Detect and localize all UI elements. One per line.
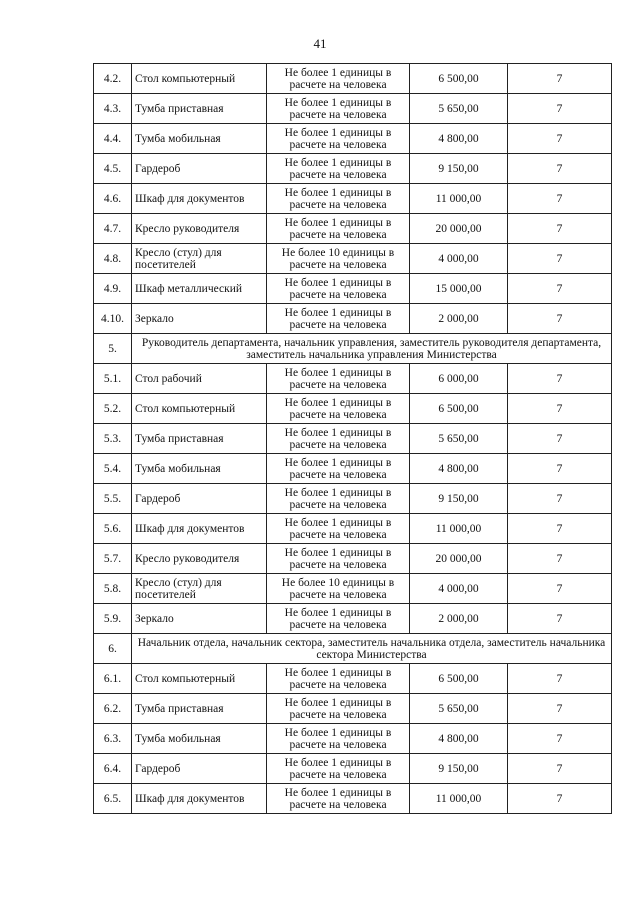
row-number-cell: 4.6. [94,184,132,214]
item-name-cell: Стол компьютерный [132,664,267,694]
table-row [94,364,612,394]
item-name-cell: Стол компьютерный [132,394,267,424]
price-cell: 4 800,00 [410,724,508,754]
item-name-cell: Шкаф для документов [132,514,267,544]
item-name-cell: Стол компьютерный [132,64,267,94]
row-number-cell: 6. [94,634,132,664]
row-number-cell: 4.5. [94,154,132,184]
service-life-cell: 7 [508,274,612,304]
item-name-cell: Кресло руководителя [132,544,267,574]
row-number-cell: 4.10. [94,304,132,334]
row-number-cell: 4.2. [94,64,132,94]
row-number-cell: 6.3. [94,724,132,754]
table-row [94,274,612,304]
table-row [94,214,612,244]
service-life-cell: 7 [508,514,612,544]
item-name-cell: Тумба приставная [132,694,267,724]
row-number-cell: 5.3. [94,424,132,454]
price-cell: 15 000,00 [410,274,508,304]
price-cell: 4 800,00 [410,124,508,154]
item-name-cell: Зеркало [132,604,267,634]
price-cell: 9 150,00 [410,484,508,514]
row-number-cell: 6.1. [94,664,132,694]
service-life-cell: 7 [508,244,612,274]
row-number-cell: 4.9. [94,274,132,304]
row-number-cell: 4.8. [94,244,132,274]
service-life-cell: 7 [508,544,612,574]
quantity-norm-cell: Не более 1 единицы в расчете на человека [267,694,410,724]
section-row [94,634,612,664]
section-title-cell: Начальник отдела, начальник сектора, заместитель начальника отдела, заместитель начальника сектора Министерства [132,634,612,664]
item-name-cell: Кресло (стул) для посетителей [132,574,267,604]
section-title-cell: Руководитель департамента, начальник управления, заместитель руководителя департамента, заместитель начальника управления Министерства [132,334,612,364]
row-number-cell: 6.5. [94,784,132,814]
row-number-cell: 5.7. [94,544,132,574]
table-row [94,154,612,184]
service-life-cell: 7 [508,394,612,424]
price-cell: 11 000,00 [410,784,508,814]
table-row [94,694,612,724]
table-row [94,124,612,154]
row-number-cell: 4.7. [94,214,132,244]
price-cell: 11 000,00 [410,184,508,214]
item-name-cell: Зеркало [132,304,267,334]
service-life-cell: 7 [508,604,612,634]
table-row [94,94,612,124]
price-cell: 9 150,00 [410,154,508,184]
page-number: 41 [313,36,327,51]
item-name-cell: Кресло руководителя [132,214,267,244]
table-row [94,604,612,634]
table-row [94,724,612,754]
row-number-cell: 6.4. [94,754,132,784]
item-name-cell: Тумба приставная [132,424,267,454]
price-cell: 4 000,00 [410,244,508,274]
price-cell: 2 000,00 [410,604,508,634]
item-name-cell: Стол рабочий [132,364,267,394]
price-cell: 20 000,00 [410,214,508,244]
price-cell: 9 150,00 [410,754,508,784]
price-cell: 6 500,00 [410,394,508,424]
price-cell: 5 650,00 [410,94,508,124]
quantity-norm-cell: Не более 1 единицы в расчете на человека [267,184,410,214]
table-row [94,664,612,694]
item-name-cell: Тумба мобильная [132,454,267,484]
service-life-cell: 7 [508,424,612,454]
table-row [94,574,612,604]
service-life-cell: 7 [508,64,612,94]
table-body [94,64,612,814]
price-cell: 5 650,00 [410,424,508,454]
table-row [94,424,612,454]
table-row [94,184,612,214]
section-row [94,334,612,364]
table-row [94,754,612,784]
service-life-cell: 7 [508,124,612,154]
table-row [94,304,612,334]
quantity-norm-cell: Не более 1 единицы в расчете на человека [267,784,410,814]
quantity-norm-cell: Не более 1 единицы в расчете на человека [267,304,410,334]
quantity-norm-cell: Не более 1 единицы в расчете на человека [267,724,410,754]
quantity-norm-cell: Не более 1 единицы в расчете на человека [267,154,410,184]
row-number-cell: 5.1. [94,364,132,394]
furniture-norms-table [93,63,612,814]
table-row [94,514,612,544]
row-number-cell: 4.4. [94,124,132,154]
table-row [94,394,612,424]
price-cell: 2 000,00 [410,304,508,334]
quantity-norm-cell: Не более 1 единицы в расчете на человека [267,124,410,154]
item-name-cell: Тумба приставная [132,94,267,124]
service-life-cell: 7 [508,364,612,394]
service-life-cell: 7 [508,574,612,604]
quantity-norm-cell: Не более 10 единицы в расчете на человека [267,574,410,604]
item-name-cell: Тумба мобильная [132,124,267,154]
price-cell: 6 000,00 [410,364,508,394]
quantity-norm-cell: Не более 1 единицы в расчете на человека [267,274,410,304]
row-number-cell: 5.2. [94,394,132,424]
row-number-cell: 4.3. [94,94,132,124]
service-life-cell: 7 [508,784,612,814]
service-life-cell: 7 [508,304,612,334]
quantity-norm-cell: Не более 1 единицы в расчете на человека [267,604,410,634]
item-name-cell: Гардероб [132,484,267,514]
service-life-cell: 7 [508,754,612,784]
service-life-cell: 7 [508,94,612,124]
service-life-cell: 7 [508,694,612,724]
price-cell: 11 000,00 [410,514,508,544]
price-cell: 6 500,00 [410,64,508,94]
service-life-cell: 7 [508,484,612,514]
table-row [94,64,612,94]
service-life-cell: 7 [508,214,612,244]
table-row [94,244,612,274]
quantity-norm-cell: Не более 1 единицы в расчете на человека [267,664,410,694]
row-number-cell: 5.8. [94,574,132,604]
service-life-cell: 7 [508,664,612,694]
row-number-cell: 5.9. [94,604,132,634]
quantity-norm-cell: Не более 1 единицы в расчете на человека [267,454,410,484]
quantity-norm-cell: Не более 1 единицы в расчете на человека [267,94,410,124]
item-name-cell: Тумба мобильная [132,724,267,754]
row-number-cell: 5.4. [94,454,132,484]
row-number-cell: 5.5. [94,484,132,514]
price-cell: 5 650,00 [410,694,508,724]
service-life-cell: 7 [508,454,612,484]
row-number-cell: 6.2. [94,694,132,724]
service-life-cell: 7 [508,724,612,754]
table-row [94,544,612,574]
quantity-norm-cell: Не более 1 единицы в расчете на человека [267,484,410,514]
quantity-norm-cell: Не более 1 единицы в расчете на человека [267,514,410,544]
quantity-norm-cell: Не более 1 единицы в расчете на человека [267,424,410,454]
quantity-norm-cell: Не более 1 единицы в расчете на человека [267,214,410,244]
item-name-cell: Шкаф для документов [132,184,267,214]
row-number-cell: 5. [94,334,132,364]
item-name-cell: Шкаф для документов [132,784,267,814]
item-name-cell: Гардероб [132,154,267,184]
item-name-cell: Гардероб [132,754,267,784]
item-name-cell: Шкаф металлический [132,274,267,304]
quantity-norm-cell: Не более 1 единицы в расчете на человека [267,754,410,784]
price-cell: 4 000,00 [410,574,508,604]
quantity-norm-cell: Не более 10 единицы в расчете на человека [267,244,410,274]
service-life-cell: 7 [508,184,612,214]
row-number-cell: 5.6. [94,514,132,544]
quantity-norm-cell: Не более 1 единицы в расчете на человека [267,394,410,424]
price-cell: 4 800,00 [410,454,508,484]
item-name-cell: Кресло (стул) для посетителей [132,244,267,274]
price-cell: 6 500,00 [410,664,508,694]
quantity-norm-cell: Не более 1 единицы в расчете на человека [267,364,410,394]
quantity-norm-cell: Не более 1 единицы в расчете на человека [267,64,410,94]
service-life-cell: 7 [508,154,612,184]
price-cell: 20 000,00 [410,544,508,574]
table-row [94,484,612,514]
quantity-norm-cell: Не более 1 единицы в расчете на человека [267,544,410,574]
table-row [94,784,612,814]
table-row [94,454,612,484]
